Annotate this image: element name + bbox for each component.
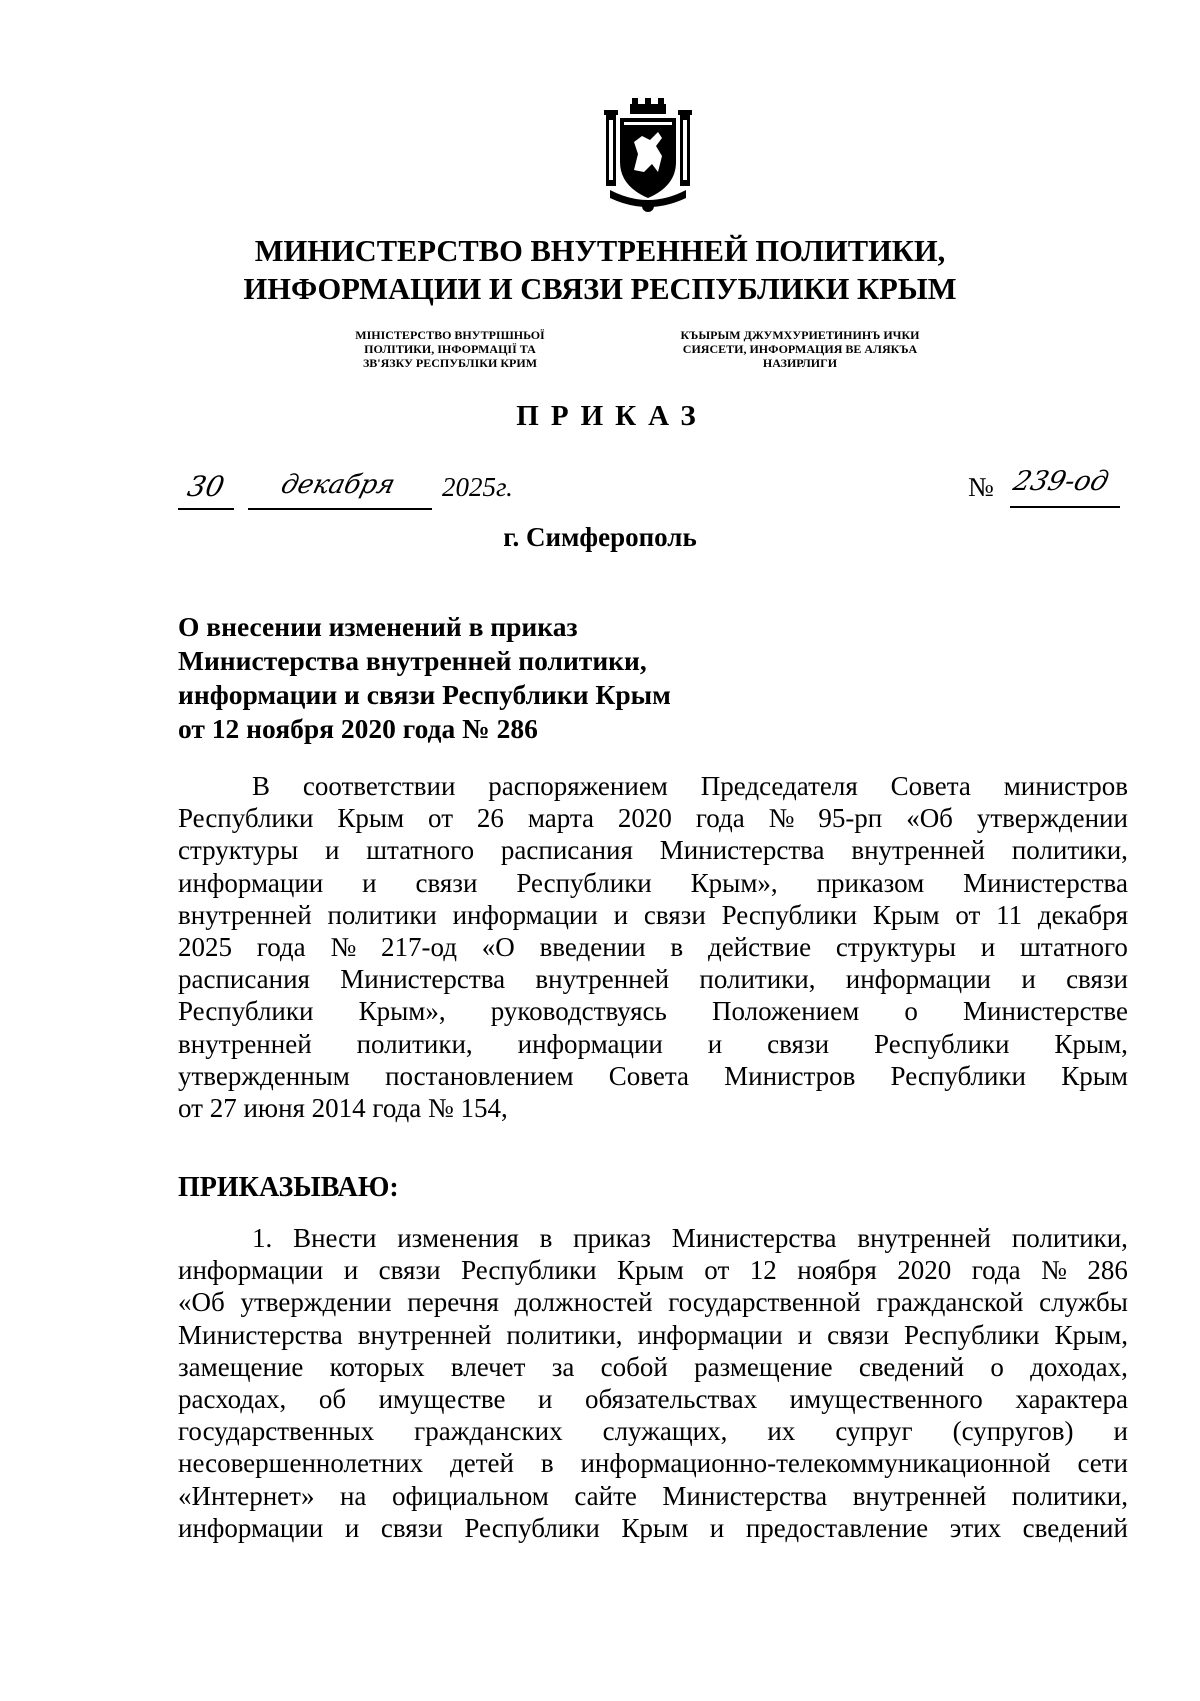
word: штатного <box>1020 931 1128 962</box>
word: сети <box>1077 1448 1128 1479</box>
word: связи <box>378 1255 441 1286</box>
preamble-line <box>178 899 1128 931</box>
word: сведений <box>1022 1512 1128 1543</box>
orders-heading: ПРИКАЗЫВАЮ: <box>178 1172 399 1203</box>
ministry-name-ukrainian: МІНІСТЕРСТВО ВНУТРІШНЬОЇ ПОЛІТИКИ, ІНФОРМАЦІЇ ТА ЗВ'ЯЗКУ РЕСПУБЛІКИ КРИМ <box>355 328 545 370</box>
word: руководствуясь <box>490 996 667 1027</box>
number-value: 239-од <box>1010 466 1112 497</box>
word: расписания <box>500 835 633 866</box>
word: министров <box>1003 771 1128 801</box>
word: № <box>1041 1255 1067 1286</box>
word: государственных <box>178 1416 375 1447</box>
word: 1. <box>252 1223 273 1253</box>
word: внутренней <box>852 1480 987 1511</box>
word: Республики <box>721 899 858 930</box>
word: в <box>670 931 684 962</box>
word: Внести <box>293 1223 377 1253</box>
word: доходах, <box>1030 1351 1128 1382</box>
word: государственной <box>668 1287 861 1318</box>
document-type: ПРИКАЗ <box>516 400 708 432</box>
word: изменения <box>397 1223 519 1253</box>
word: Министерства <box>178 1319 343 1350</box>
preamble-line: от 27 июня 2014 года № 154, <box>178 1092 508 1123</box>
word: сайте <box>574 1480 637 1511</box>
word: политики, <box>1011 1480 1128 1511</box>
word: Республики <box>904 1319 1040 1350</box>
word: внутренней <box>178 899 312 930</box>
word: о <box>904 996 918 1027</box>
word: 12 <box>749 1255 777 1286</box>
word: Министерства <box>671 1223 837 1253</box>
word: замещение <box>178 1351 304 1382</box>
word: характера <box>1015 1383 1128 1414</box>
word: информации <box>845 964 991 995</box>
word: 2025 <box>178 931 232 962</box>
word: собой <box>600 1351 668 1382</box>
word: 2020 <box>617 803 672 834</box>
word: и <box>707 1028 723 1059</box>
word: связи <box>767 1028 830 1059</box>
word: Совета <box>890 771 971 801</box>
word: утверждении <box>976 803 1128 834</box>
word: Крым», <box>358 996 446 1027</box>
word: их <box>767 1416 796 1447</box>
word: приказом <box>816 867 925 898</box>
word: Крым <box>337 803 405 834</box>
word: официальном <box>391 1480 549 1511</box>
word: 286 <box>1087 1255 1128 1286</box>
word: утвержденным <box>178 1060 350 1091</box>
word: Республики <box>178 803 314 834</box>
word: структуры <box>178 835 299 866</box>
word: внутренней <box>851 835 985 866</box>
word: и <box>1113 1416 1128 1447</box>
word: года <box>256 931 306 962</box>
word: введении <box>539 931 646 962</box>
word: имущественного <box>789 1383 983 1414</box>
word: политики, <box>506 1319 623 1350</box>
order-item-line <box>178 1383 1128 1415</box>
number-sign: № <box>968 472 994 502</box>
date-month-underline <box>248 508 432 510</box>
date-month: декабря <box>277 470 399 500</box>
word: внутренней <box>857 1223 992 1253</box>
document-number <box>968 466 1128 510</box>
word: связи <box>1066 964 1128 995</box>
word: Крым», <box>690 867 778 898</box>
word: Крым <box>621 1512 689 1543</box>
word: структуры <box>835 931 956 962</box>
date-day: 30 <box>184 470 228 503</box>
word: Министерства <box>659 835 825 866</box>
word: и <box>537 1383 553 1414</box>
order-item-line <box>178 1447 1128 1479</box>
word: «Об <box>178 1287 225 1318</box>
word: Крым <box>1061 1060 1128 1091</box>
order-item-line <box>178 1254 1128 1286</box>
preamble-line <box>178 770 1128 802</box>
word: за <box>551 1351 575 1382</box>
word: и <box>343 1255 359 1286</box>
date-day-underline <box>178 508 234 510</box>
word: 26 <box>476 803 504 834</box>
word: связи <box>827 1319 890 1350</box>
word: 2020 <box>897 1255 952 1286</box>
word: распоряжением <box>488 771 668 801</box>
word: и <box>362 867 377 898</box>
word: внутренней <box>535 964 670 995</box>
word: от <box>704 1255 730 1286</box>
word: обязательствах <box>584 1383 758 1414</box>
word: «Интернет» <box>178 1480 315 1511</box>
word: № <box>330 931 357 962</box>
word: Совета <box>608 1060 689 1091</box>
word: Министров <box>724 1060 856 1091</box>
word: Председателя <box>700 771 858 801</box>
word: 217-од <box>381 931 457 962</box>
preamble-line <box>178 1028 1128 1060</box>
word: политики <box>327 899 437 930</box>
preamble-line <box>178 1060 1128 1092</box>
word: года <box>695 803 745 834</box>
order-item-line <box>178 1351 1128 1383</box>
word: в <box>540 1448 554 1479</box>
order-item-line <box>178 1480 1128 1512</box>
word: приказ <box>573 1223 651 1253</box>
word: должностей <box>514 1287 653 1318</box>
word: и <box>709 1512 725 1543</box>
word: Крым, <box>1054 1028 1128 1059</box>
word: Крым <box>872 899 940 930</box>
word: Республики <box>874 1028 1010 1059</box>
word: служащих, <box>602 1416 728 1447</box>
order-item-line <box>178 1319 1128 1351</box>
ministry-name-crimean-tatar: КЪЫРЫМ ДЖУМХУРИЕТИНИНЪ ИЧКИ СИЯСЕТИ, ИНФОРМАЦИЯ ВЕ АЛЯКЪА НАЗИРЛИГИ <box>680 328 920 370</box>
word: связи <box>643 899 706 930</box>
word: супруг <box>835 1416 913 1447</box>
word: Министерства <box>963 867 1128 898</box>
preamble-line <box>178 963 1128 995</box>
date-year: 2025г. <box>442 472 513 502</box>
preamble-line <box>178 931 1128 963</box>
word: Министерства <box>662 1480 828 1511</box>
word: «О <box>481 931 515 962</box>
word: утверждении <box>240 1287 392 1318</box>
word: Положением <box>712 996 860 1027</box>
word: Министерства <box>340 964 506 995</box>
order-item-line <box>178 1286 1128 1318</box>
order-item-1 <box>178 1222 1128 1544</box>
word: информации <box>178 1255 324 1286</box>
preamble-line <box>178 802 1128 834</box>
word: влечет <box>450 1351 526 1382</box>
word: политики, <box>1011 1223 1128 1253</box>
word: гражданской <box>876 1287 1024 1318</box>
word: предоставление <box>745 1512 929 1543</box>
word: Республики <box>461 1255 597 1286</box>
word: от <box>428 803 453 834</box>
word: информации <box>517 1028 663 1059</box>
preamble-line <box>178 995 1128 1027</box>
word: в <box>539 1223 553 1253</box>
word: об <box>318 1383 347 1414</box>
word: службы <box>1039 1287 1128 1318</box>
word: расписания <box>178 964 310 995</box>
word: имуществе <box>378 1383 506 1414</box>
word: на <box>339 1480 367 1511</box>
word: информационно-телекоммуникационной <box>580 1448 1051 1479</box>
word: «Об <box>906 803 953 834</box>
word: информации <box>637 1319 783 1350</box>
order-item-line <box>178 1415 1128 1447</box>
word: о <box>990 1351 1004 1382</box>
word: (супругов) <box>952 1416 1074 1447</box>
word: Министерстве <box>963 996 1128 1027</box>
word: политики, <box>699 964 816 995</box>
word: и <box>344 1512 360 1543</box>
word: связи <box>415 867 478 898</box>
preamble-line <box>178 867 1128 899</box>
word: Республики <box>178 996 314 1027</box>
preamble-line <box>178 834 1128 866</box>
ministry-title-line2: ИНФОРМАЦИИ И СВЯЗИ РЕСПУБЛИКИ КРЫМ <box>243 272 957 306</box>
word: размещение <box>694 1351 833 1382</box>
word: информации <box>178 1512 324 1543</box>
word: штатного <box>366 835 475 866</box>
word: информации <box>178 867 324 898</box>
word: 11 <box>996 899 1023 930</box>
document-date <box>178 470 538 510</box>
word: Республики <box>890 1060 1026 1091</box>
word: политики, <box>1011 835 1128 866</box>
word: и <box>324 835 340 866</box>
city: г. Симферополь <box>503 522 697 552</box>
order-item-line <box>178 1512 1128 1544</box>
word: Республики <box>516 867 652 898</box>
coat-of-arms-icon <box>604 98 692 214</box>
word: соответствии <box>302 771 456 801</box>
word: действие <box>707 931 812 962</box>
word: № <box>768 803 795 834</box>
word: года <box>971 1255 1021 1286</box>
word: расходах, <box>178 1383 287 1414</box>
document-subject: О внесении изменений в приказ Министерства внутренней политики, информации и связи Республики Крым от 12 ноября 2020 года № 286 <box>178 611 671 744</box>
word: которых <box>329 1351 425 1382</box>
word: от <box>955 899 981 930</box>
preamble-paragraph <box>178 770 1128 1124</box>
word: политики, <box>356 1028 473 1059</box>
word: и <box>797 1319 813 1350</box>
word: детей <box>450 1448 514 1479</box>
word: Крым <box>617 1255 684 1286</box>
word: 95-рп <box>818 803 883 834</box>
word: Крым, <box>1054 1319 1128 1350</box>
word: ноября <box>797 1255 877 1286</box>
word: информации <box>452 899 598 930</box>
word: Республики <box>464 1512 600 1543</box>
word: внутренней <box>357 1319 492 1350</box>
word: внутренней <box>178 1028 312 1059</box>
word: В <box>252 771 271 801</box>
ministry-title-line1: МИНИСТЕРСТВО ВНУТРЕННЕЙ ПОЛИТИКИ, <box>254 234 946 268</box>
word: связи <box>380 1512 443 1543</box>
word: гражданских <box>414 1416 563 1447</box>
word: марта <box>527 803 594 834</box>
word: и <box>613 899 629 930</box>
word: и <box>980 931 996 962</box>
number-underline <box>1010 506 1120 508</box>
word: постановлением <box>385 1060 574 1091</box>
word: и <box>1021 964 1036 995</box>
order-item-line <box>178 1222 1128 1254</box>
word: несовершеннолетних <box>178 1448 424 1479</box>
word: этих <box>949 1512 1002 1543</box>
word: декабря <box>1037 899 1128 930</box>
word: перечня <box>407 1287 499 1318</box>
word: сведений <box>858 1351 965 1382</box>
